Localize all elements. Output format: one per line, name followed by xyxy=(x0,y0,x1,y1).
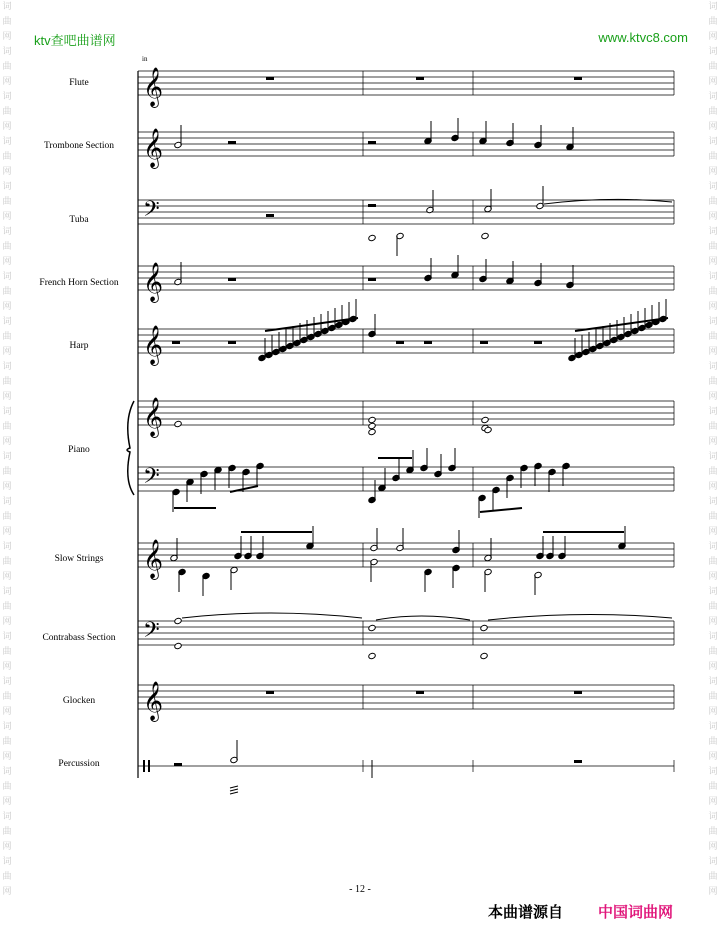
instrument-label-contrabass: Contrabass Section xyxy=(42,633,116,643)
treble-clef-icon: 𝄞 xyxy=(143,397,164,437)
left-watermark: 词曲网词曲网词曲网词曲网词曲网词曲网词曲网词曲网词曲网词曲网词曲网词曲网词曲网词曲网词曲网词曲网词曲网词曲网词曲网词曲网 xyxy=(2,2,12,897)
half-rest-icon xyxy=(228,141,236,144)
whole-rest-icon xyxy=(266,691,274,694)
percussion-clef-icon xyxy=(143,760,145,772)
whole-rest-icon xyxy=(574,691,582,694)
instrument-label-flute: Flute xyxy=(69,78,89,88)
whole-rest-icon xyxy=(416,77,424,80)
whole-rest-icon xyxy=(574,77,582,80)
site-title-left: ktv查吧曲谱网 xyxy=(34,33,116,48)
whole-rest-icon xyxy=(266,77,274,80)
whole-rest-icon xyxy=(416,691,424,694)
whole-rest-icon xyxy=(266,214,274,217)
notehead xyxy=(174,642,182,649)
half-rest-icon xyxy=(368,141,376,144)
beam xyxy=(480,508,522,512)
half-rest-icon xyxy=(534,341,542,344)
instrument-label-piano: Piano xyxy=(68,445,90,455)
bass-clef-icon: 𝄢 xyxy=(143,464,160,494)
half-rest-icon xyxy=(172,341,180,344)
half-rest-icon xyxy=(368,278,376,281)
source-label: 本曲谱源自 xyxy=(488,903,564,921)
instrument-label-french-horn: French Horn Section xyxy=(39,278,119,288)
site-url-right[interactable]: www.ktvc8.com xyxy=(598,30,688,45)
notehead xyxy=(481,416,489,423)
half-rest-icon xyxy=(368,204,376,207)
notehead xyxy=(368,624,376,631)
low-notehead xyxy=(368,234,376,241)
notehead xyxy=(174,420,182,427)
instrument-label-tuba: Tuba xyxy=(69,215,89,225)
bass-clef-icon: 𝄢 xyxy=(143,618,160,648)
treble-clef-icon: 𝄞 xyxy=(143,128,164,168)
notehead xyxy=(174,617,182,624)
notehead xyxy=(368,428,376,435)
half-rest-icon xyxy=(396,341,404,344)
page-number: - 12 - xyxy=(349,884,371,895)
instrument-label-slow-strings: Slow Strings xyxy=(54,554,104,564)
tie-curve xyxy=(182,613,362,618)
treble-clef-icon: 𝄞 xyxy=(143,325,164,365)
instrument-label-percussion: Percussion xyxy=(58,759,100,769)
source-site[interactable]: 中国词曲网 xyxy=(598,903,674,921)
low-notehead xyxy=(481,232,489,239)
half-rest-icon xyxy=(424,341,432,344)
half-rest-icon xyxy=(174,763,182,766)
notehead xyxy=(368,652,376,659)
notehead xyxy=(480,652,488,659)
notehead xyxy=(480,624,488,631)
instrument-label-trombone: Trombone Section xyxy=(43,141,115,151)
tremolo-marks xyxy=(230,786,238,794)
half-rest-icon xyxy=(228,341,236,344)
tie-curve xyxy=(488,614,672,620)
tempo-mark: in xyxy=(142,55,148,63)
half-rest-icon xyxy=(480,341,488,344)
bass-clef-icon: 𝄢 xyxy=(143,197,160,227)
piano-brace xyxy=(127,401,134,495)
treble-clef-icon: 𝄞 xyxy=(143,262,164,302)
instrument-label-harp: Harp xyxy=(69,341,89,351)
treble-clef-icon: 𝄞 xyxy=(143,67,164,107)
notehead xyxy=(368,416,376,423)
tie-curve xyxy=(376,616,470,620)
whole-rest-icon xyxy=(574,760,582,763)
treble-clef-icon: 𝄞 xyxy=(143,681,164,721)
right-watermark: 词曲网词曲网词曲网词曲网词曲网词曲网词曲网词曲网词曲网词曲网词曲网词曲网词曲网词曲网词曲网词曲网词曲网词曲网词曲网词曲网 xyxy=(708,2,718,897)
half-rest-icon xyxy=(228,278,236,281)
treble-clef-icon: 𝄞 xyxy=(143,539,164,579)
percussion-clef-icon xyxy=(148,760,150,772)
instrument-label-glocken: Glocken xyxy=(62,696,96,706)
notehead xyxy=(368,422,376,429)
